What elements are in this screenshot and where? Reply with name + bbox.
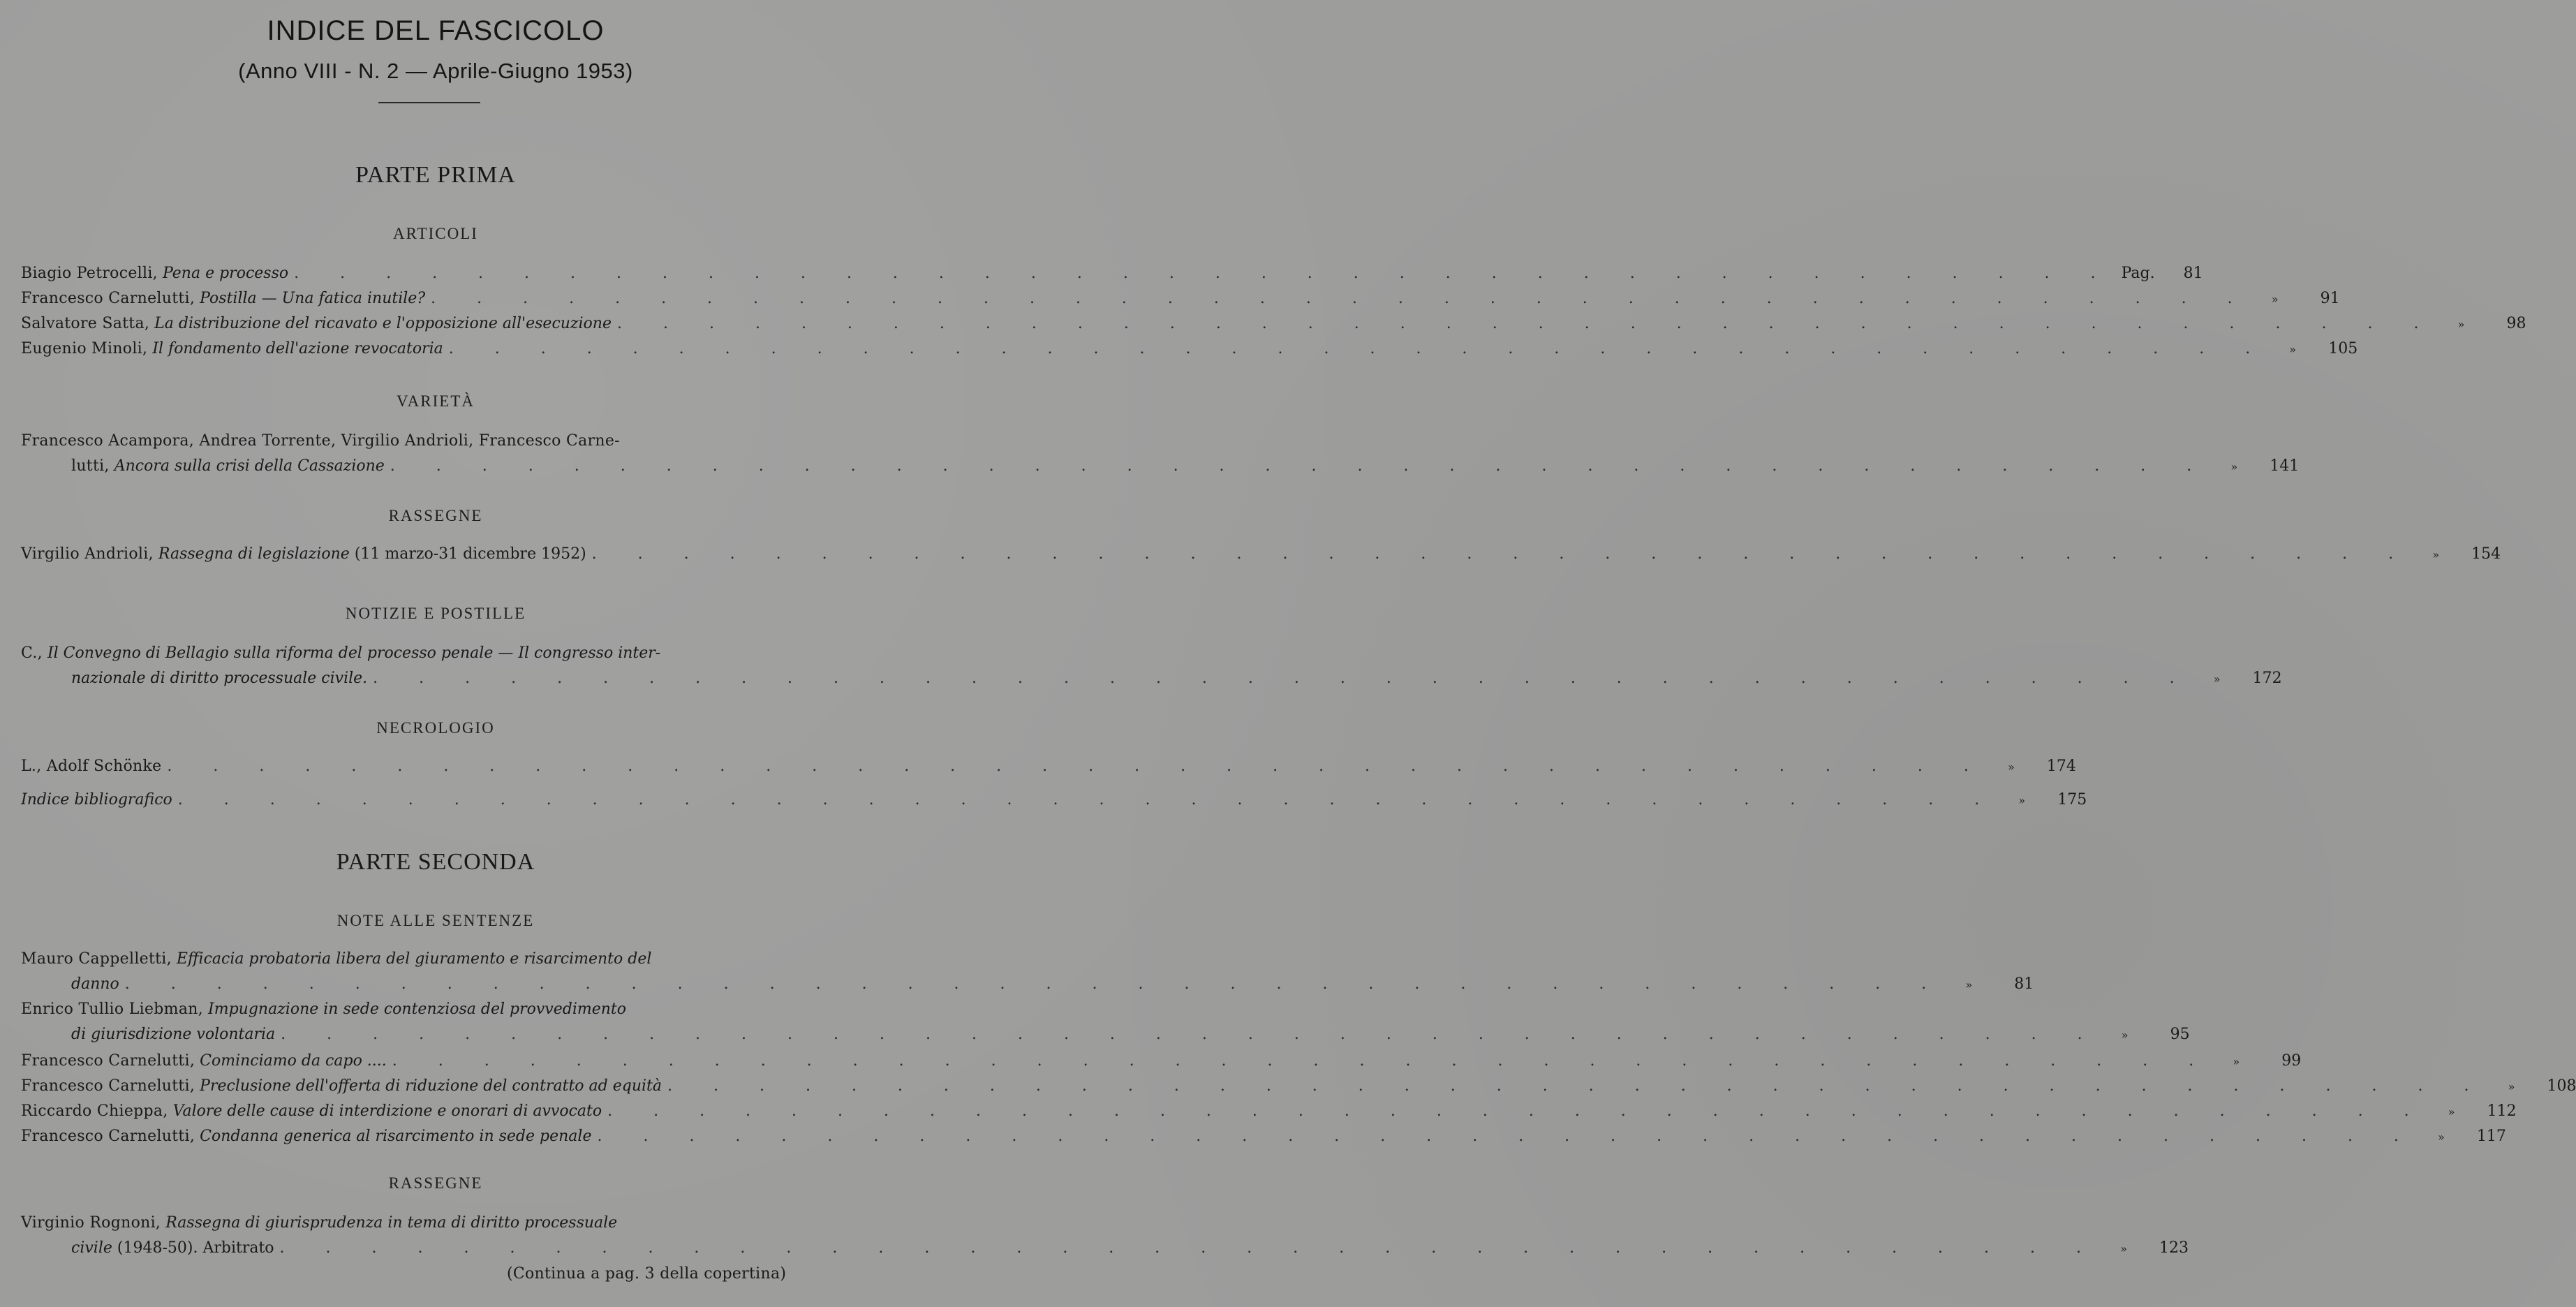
entry-author-continued: lutti,: [71, 457, 110, 475]
entry-author: Eugenio Minoli,: [21, 340, 148, 357]
dot-leader: . . . . . . . . . . . . . . . . . . . . . . . . . . . . . . . . . . . . . . . .: [281, 1026, 2101, 1043]
entry-title: Cominciamo da capo ....: [200, 1052, 387, 1070]
page-number: 123: [2159, 1239, 2189, 1257]
continued-note: (Continua a pag. 3 della copertina): [507, 1265, 787, 1283]
toc-entry[interactable]: [21, 788, 2087, 813]
toc-entry[interactable]: [21, 311, 2526, 337]
dot-leader: . . . . . . . . . . . . . . . . . . . . . . . . . . . . . . . . . . . . . . . .: [617, 315, 2437, 332]
ditto-mark: »: [2007, 760, 2015, 774]
entry-author: Mauro Cappelletti,: [21, 950, 172, 968]
entry-author: Enrico Tullio Liebman,: [21, 1000, 204, 1018]
ditto-mark: »: [2448, 1105, 2455, 1118]
ditto-mark: »: [2289, 343, 2297, 356]
entry-title: Condanna generica al risarcimento in sede penale: [200, 1128, 592, 1145]
ditto-mark: »: [2233, 1055, 2240, 1068]
dot-leader: . . . . . . . . . . . . . . . . . . . . . . . . . . . . . . . . . . . . . . . .: [597, 1128, 2417, 1145]
page-number: 175: [2057, 791, 2087, 808]
page-number: 154: [2471, 545, 2501, 563]
entry-author: Francesco Carnelutti,: [21, 1077, 195, 1095]
dot-leader: . . . . . . . . . . . . . . . . . . . . . . . . . . . . . . . . . . . . . . . .: [431, 290, 2251, 307]
entry-title: Il fondamento dell'azione revocatoria: [152, 340, 443, 357]
entry-title-continued: civile: [71, 1239, 112, 1257]
dot-leader: . . . . . . . . . . . . . . . . . . . . . . . . . . . . . . . . . . . . . . . .: [279, 1239, 2100, 1257]
entry-title: Indice bibliografico: [21, 791, 172, 808]
page-number: 91: [2320, 290, 2340, 307]
toc-entry[interactable]: [21, 1124, 2506, 1149]
ditto-mark: »: [2213, 672, 2221, 686]
document-title: INDICE DEL FASCICOLO: [267, 15, 605, 46]
entry-subtitle: (1948-50). Arbitrato: [117, 1239, 274, 1257]
issue-subtitle: (Anno VIII - N. 2 — Aprile-Giugno 1953): [238, 59, 633, 83]
toc-entry[interactable]: [21, 429, 2300, 479]
entry-author: Riccardo Chieppa,: [21, 1102, 168, 1120]
ditto-mark: »: [2438, 1130, 2445, 1144]
entry-title: La distribuzione del ricavato e l'opposizione all'esecuzione: [154, 315, 612, 332]
entry-title: Preclusione dell'offerta di riduzione del contratto ad equità: [200, 1077, 662, 1095]
entry-author: Biagio Petrocelli,: [21, 265, 158, 282]
entry-title: Ancora sulla crisi della Cassazione: [114, 457, 385, 475]
page-number: 95: [2170, 1026, 2190, 1043]
dot-leader: . . . . . . . . . . . . . . . . . . . . . . . . . . . . . . . . . . . . . . . .: [167, 758, 1987, 775]
section-heading: NOTE ALLE SENTENZE: [336, 912, 535, 929]
toc-entry[interactable]: [21, 1049, 2302, 1074]
entry-author: C.,: [21, 644, 43, 662]
entry-title-continued: nazionale di diritto processuale civile.: [71, 670, 368, 687]
entry-title: Valore delle cause di interdizione e onorari di avvocato: [172, 1102, 602, 1120]
dot-leader: . . . . . . . . . . . . . . . . . . . . . . . . . . . . . . . . . . . . . . . .: [177, 791, 1998, 808]
entry-author: L., Adolf Schönke: [21, 758, 162, 775]
section-heading: RASSEGNE: [388, 507, 483, 524]
entry-author: Francesco Carnelutti,: [21, 1128, 195, 1145]
section-heading: VARIETÀ: [397, 392, 475, 410]
dot-leader: . . . . . . . . . . . . . . . . . . . . . . . . . . . . . . . . . . . . . . . .: [591, 545, 2412, 563]
toc-entry[interactable]: [21, 1074, 2576, 1099]
section-heading: NECROLOGIO: [376, 719, 495, 737]
entry-title-continued: di giurisdizione volontaria: [71, 1026, 276, 1043]
entry-title: Efficacia probatoria libera del giuramento e risarcimento del: [176, 950, 652, 968]
ditto-mark: »: [2432, 548, 2440, 561]
dot-leader: . . . . . . . . . . . . . . . . . . . . . . . . . . . . . . . . . . . . . . . .: [667, 1077, 2487, 1095]
page-number: 112: [2487, 1102, 2517, 1120]
entry-title: Postilla — Una fatica inutile?: [200, 290, 426, 307]
entry-title: Pena e processo: [162, 265, 289, 282]
ditto-mark: »: [1965, 978, 1973, 991]
toc-entry[interactable]: [21, 997, 2190, 1047]
ditto-mark: »: [2271, 293, 2279, 306]
toc-entry[interactable]: [21, 1099, 2517, 1124]
section-heading: ARTICOLI: [393, 225, 478, 242]
part-title: PARTE PRIMA: [355, 162, 516, 188]
page-number: 81: [2183, 265, 2203, 282]
dot-leader: . . . . . . . . . . . . . . . . . . . . . . . . . . . . . . . . . . . . . . . .: [124, 975, 1945, 993]
entry-title-continued: danno: [71, 975, 119, 993]
dot-leader: . . . . . . . . . . . . . . . . . . . . . . . . . . . . . . . . . . . . . . . .: [294, 265, 2114, 282]
page-number: 172: [2252, 670, 2282, 687]
toc-entry[interactable]: [21, 286, 2340, 311]
entry-author: Virgilio Andrioli,: [21, 545, 154, 563]
section-heading: NOTIZIE E POSTILLE: [345, 605, 526, 622]
toc-entry[interactable]: [21, 542, 2501, 567]
entry-title: Impugnazione in sede contenziosa del provvedimento: [208, 1000, 627, 1018]
page-number: 99: [2281, 1052, 2302, 1070]
ditto-mark: »: [2120, 1242, 2127, 1255]
ditto-mark: »: [2018, 794, 2026, 807]
entry-date-range: (11 marzo-31 dicembre 1952): [354, 545, 586, 563]
toc-entry[interactable]: [21, 754, 2076, 779]
page-label: Pag.: [2121, 265, 2155, 282]
page-number: 117: [2476, 1128, 2506, 1145]
page-number: 81: [2014, 975, 2034, 993]
toc-entry[interactable]: [21, 261, 2203, 286]
page-number: 141: [2270, 457, 2300, 475]
page-number: 105: [2328, 340, 2358, 357]
dot-leader: . . . . . . . . . . . . . . . . . . . . . . . . . . . . . . . . . . . . . . . .: [390, 457, 2210, 475]
toc-entry[interactable]: [21, 641, 2282, 691]
entry-author: Francesco Acampora, Andrea Torrente, Virgilio Andrioli, Francesco Carne-: [21, 432, 620, 450]
entry-title: Rassegna di giurisprudenza in tema di diritto processuale: [165, 1214, 618, 1232]
entry-title: Il Convegno di Bellagio sulla riforma del processo penale — Il congresso inter-: [47, 644, 661, 662]
toc-entry[interactable]: [21, 337, 2358, 362]
section-heading: RASSEGNE: [388, 1174, 483, 1192]
entry-author: Francesco Carnelutti,: [21, 290, 195, 307]
ditto-mark: »: [2230, 460, 2238, 473]
entry-title: Rassegna di legislazione: [158, 545, 350, 563]
toc-entry[interactable]: [21, 947, 2034, 997]
entry-author: Francesco Carnelutti,: [21, 1052, 195, 1070]
page-number: 108: [2547, 1077, 2576, 1095]
entry-author: Virginio Rognoni,: [21, 1214, 161, 1232]
part-title: PARTE SECONDA: [336, 849, 535, 875]
dot-leader: . . . . . . . . . . . . . . . . . . . . . . . . . . . . . . . . . . . . . . . .: [448, 340, 2269, 357]
toc-entry[interactable]: [21, 1211, 2189, 1261]
ditto-mark: »: [2457, 318, 2465, 331]
dot-leader: . . . . . . . . . . . . . . . . . . . . . . . . . . . . . . . . . . . . . . . .: [607, 1102, 2427, 1120]
entry-author: Salvatore Satta,: [21, 315, 150, 332]
ditto-mark: »: [2508, 1080, 2515, 1093]
ditto-mark: »: [2121, 1028, 2129, 1042]
dot-leader: . . . . . . . . . . . . . . . . . . . . . . . . . . . . . . . . . . . . . . . .: [373, 670, 2193, 687]
page-number: 98: [2506, 315, 2526, 332]
page-number: 174: [2046, 758, 2076, 775]
title-divider: [378, 102, 480, 103]
dot-leader: . . . . . . . . . . . . . . . . . . . . . . . . . . . . . . . . . . . . . . . .: [392, 1052, 2212, 1070]
